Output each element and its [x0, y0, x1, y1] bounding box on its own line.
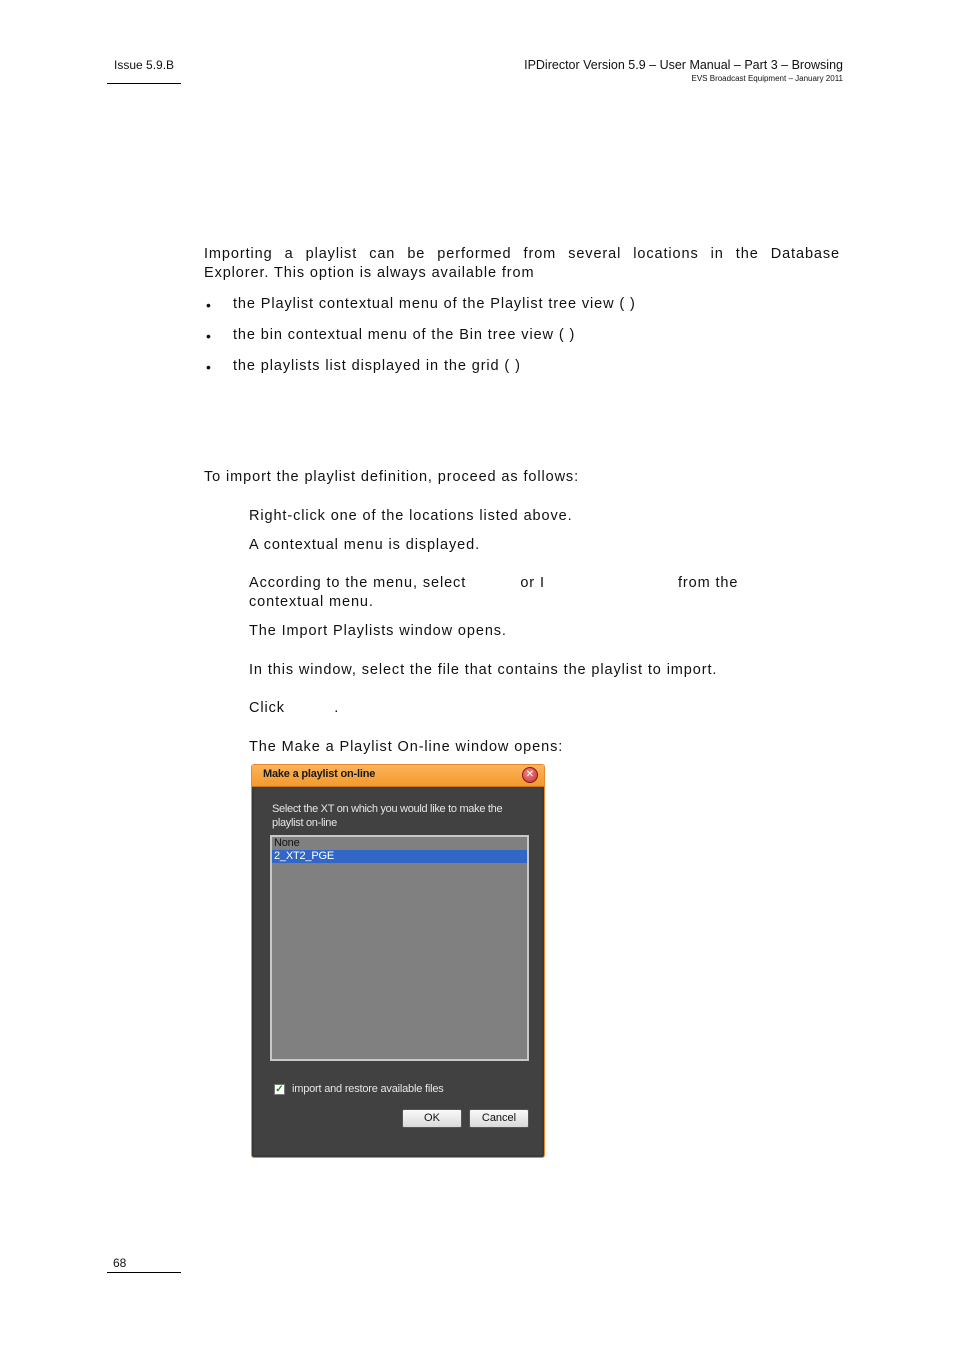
list-item[interactable]: None: [274, 837, 300, 849]
step-1-result: A contextual menu is displayed.: [249, 537, 481, 553]
dialog-title: Make a playlist on-line: [263, 768, 376, 780]
intro-line-1: Importing a playlist can be performed from several locations in the Database: [204, 246, 840, 262]
header-issue: Issue 5.9.B: [114, 58, 175, 72]
procedure-intro: To import the playlist definition, proceed as follows:: [204, 469, 580, 485]
list-item[interactable]: 2_XT2_PGE: [272, 850, 527, 863]
ok-button[interactable]: OK: [402, 1109, 462, 1128]
step-2-cont: contextual menu.: [249, 594, 374, 610]
intro-line-2: Explorer. This option is always available from: [204, 265, 535, 281]
header-rule: [107, 83, 181, 84]
import-restore-label: import and restore available files: [292, 1083, 444, 1095]
make-playlist-online-dialog: [251, 764, 545, 1158]
dialog-title-bar: [252, 765, 544, 787]
import-restore-checkbox[interactable]: ✓: [275, 1084, 284, 1095]
step-4-result: The Make a Playlist On-line window opens:: [249, 739, 564, 755]
bullet-item: the Playlist contextual menu of the Playlist tree view ( ): [233, 296, 636, 312]
bullet-item: the bin contextual menu of the Bin tree view ( ): [233, 327, 576, 343]
page-number: 68: [113, 1256, 127, 1270]
step-4: Click .: [249, 700, 340, 716]
header-title: IPDirector Version 5.9 – User Manual – Part 3 – Browsing: [524, 58, 843, 72]
xt-server-list[interactable]: [270, 835, 529, 1061]
bullet-item: the playlists list displayed in the grid ( ): [233, 358, 521, 374]
step-2-result: The Import Playlists window opens.: [249, 623, 507, 639]
step-2: According to the menu, select or I from the: [249, 575, 739, 591]
bullet-icon: •: [206, 297, 211, 313]
header-subtitle: EVS Broadcast Equipment – January 2011: [691, 74, 843, 83]
cancel-button[interactable]: Cancel: [469, 1109, 529, 1128]
step-1: Right-click one of the locations listed above.: [249, 508, 573, 524]
close-icon[interactable]: ✕: [522, 767, 538, 783]
bullet-icon: •: [206, 359, 211, 375]
dialog-prompt: Select the XT on which you would like to make the playlist on-line: [272, 803, 503, 829]
bullet-icon: •: [206, 328, 211, 344]
footer-rule: [107, 1272, 181, 1273]
step-3: In this window, select the file that contains the playlist to import.: [249, 662, 718, 678]
